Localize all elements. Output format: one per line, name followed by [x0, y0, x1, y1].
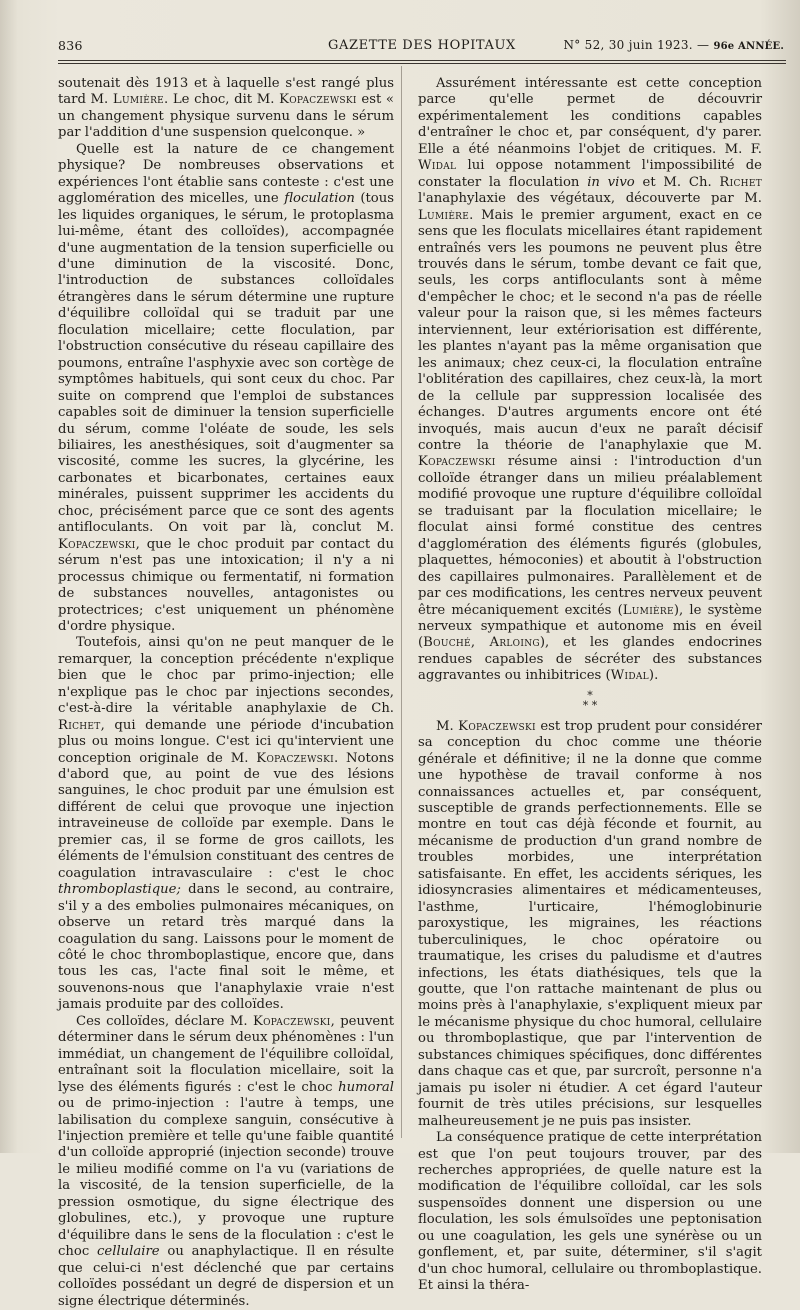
text-run: résume ainsi : l'introduction d'un colloïde étranger dans un milieu préalablement modifié provoque une rupture d'équilibre colloïdal se traduisant par la floculation micellaire; le floculat ainsi formé constitue des centres d'agglomération des éléments figurés (globules, plaquettes, hémoconies) et aboutit à l'obstruction des capillaires pulmonaires. Parallèlement et de par ces modifications, les centres nerveux peuvent être mécaniquement excités (	[418, 454, 762, 618]
page-number: 836	[58, 38, 83, 53]
text-run: . Notons d'abord que, au point de vue des lésions sanguines, le choc produit par une émulsion est différent de celui que provoque une injection intraveineuse de colloïde par exemple. Dans le premier cas, il se forme de gros caillots, les éléments de l'émulsion constituant des centres de coagulation intravasculaire : c'est le choc	[58, 750, 394, 881]
journal-title: GAZETTE DES HOPITAUX	[328, 38, 516, 53]
text-run: Assurément intéressante est cette conception parce qu'elle permet de découvrir expérimentalement les conditions capables d'entraîner le choc et, par conséquent, d'y parer. Elle a été néanmoins l'objet de critiques. M. F.	[418, 76, 762, 157]
text-run: (tous les liquides organiques, le sérum, le protoplasma lui-même, étant des colloïdes), accompagnée d'une augmentation de la tension superficielle ou d'une diminution de la viscosité. Donc, l'introduction de substances colloïdales étrangères dans le sérum détermine une rupture d'équilibre colloïdal qui se traduit par une floculation micellaire; cette floculation, par l'obstruction consécutive du réseau capillaire des poumons, entraîne l'asphyxie avec son cortège de symptômes habituels, qui sont ceux du choc. Par suite on comprend que l'emploi de substances capables soit de diminuer la tension superficielle du sérum, comme l'oléate de soude, les sels biliaires, les anesthésiques, soit d'augmenter sa viscosité, comme les sucres, la glycérine, les carbonates et bicarbonates, certaines eaux minérales, puissent supprimer les accidents du choc, précisément parce que ce sont des agents antifloculants. On voit par là, conclut M.	[58, 191, 394, 536]
paragraph	[58, 635, 394, 1013]
text-run: Toutefois, ainsi qu'on ne peut manquer de le remarquer, la conception précédente n'explique bien que le choc par primo-injection; elle n'explique pas le choc par injections secondes, c'est-à-dire la véritable anaphylaxie de Ch.	[58, 635, 394, 717]
text-run: . Le choc, dit M.	[164, 92, 280, 108]
author-name: Kopaczewski	[58, 536, 136, 552]
header-rule-top	[58, 60, 786, 61]
text-run: , que le choc produit par contact du sérum n'est pas une intoxication; il n'y a ni processus chimique ou fermentatif, ni formation de substances nouvelles, antagonistes ou protectrices; c'est uniquement un phénomène d'ordre physique.	[58, 536, 394, 634]
text-run: lui oppose notamment l'impossibilité de constater la floculation	[418, 158, 762, 190]
text-run: La conséquence pratique de cette interprétation est que l'on peut toujours trouver, par des recherches appropriées, de quelle nature est la modification de l'équilibre colloïdal, car les sols suspensoïdes donnent une dispersion ou une floculation, les sols émulsoïdes une peptonisation ou une coagulation, les gels une synérèse ou un gonflement, et, par suite, déterminer, s'il s'agit d'un choc humoral, cellulaire ou thromboplastique. Et ainsi la théra-	[418, 1130, 762, 1294]
text-run: soutenait dès 1913 et à laquelle s'est rangé plus tard M.	[58, 76, 394, 108]
author-name: Richet	[719, 174, 762, 190]
page-header	[58, 38, 784, 60]
paragraph	[418, 76, 762, 685]
emphasis-text: humoral	[338, 1079, 394, 1095]
paragraph	[58, 76, 394, 142]
text-run: ou de primo-injection : l'autre à temps, une labilisation du complexe sanguin, consécutive à l'injection première et telle qu'une faible quantité d'un colloïde approprié (injection seconde) trouve le milieu modifié comme on l'a vu (variations de la viscosité, de la tension superficielle, de la pression osmotique, du signe électrique des globulines, etc.), y provoque une rupture d'équilibre dans le sens de la floculation : c'est le choc	[58, 1096, 394, 1260]
emphasis-text: floculation	[284, 191, 355, 207]
text-run: ou anaphylactique. Il en résulte que celui-ci n'est déclenché que par certains colloïdes possédant un degré de dispersion et un signe électrique déterminés.	[58, 1244, 394, 1309]
issue-info	[563, 38, 784, 52]
text-run: , peuvent déterminer dans le sérum deux phénomènes : l'un immédiat, un changement de l'équilibre colloïdal, entraînant soit la floculation micellaire, soit la lyse des éléments figurés : c'est le choc	[58, 1013, 394, 1095]
issue-date: N° 52, 30 juin 1923. —	[563, 38, 710, 52]
text-run: M.	[436, 718, 459, 734]
author-name: Bouché, Arloing	[423, 635, 540, 651]
text-run: ).	[648, 668, 659, 684]
text-run: ), et les glandes endocrines rendues capables de sécréter des substances aggravantes ou inhibitrices (	[418, 635, 762, 684]
emphasis-text: thromboplastique;	[58, 882, 181, 898]
column-divider	[401, 66, 402, 1138]
author-name: Lumière	[418, 207, 470, 223]
paragraph	[418, 1130, 762, 1295]
emphasis-text: in vivo	[587, 174, 635, 190]
right-column-part-b	[418, 719, 762, 1295]
separator-star-bottom: * *	[582, 698, 598, 712]
paragraph	[58, 142, 394, 636]
author-name: Richet	[58, 717, 101, 733]
text-run: l'anaphylaxie des végétaux, découverte par M.	[418, 191, 762, 207]
author-name: Lumière	[622, 602, 674, 618]
text-run: et M. Ch.	[634, 174, 720, 190]
year-ordinal: 96e ANNÉE.	[713, 41, 784, 52]
text-run: est « un changement physique survenu dans le sérum par l'addition d'une suspension quelconque. »	[58, 92, 394, 141]
right-column	[418, 76, 762, 1294]
author-name: Kopaczewski	[418, 454, 496, 470]
left-column	[58, 76, 394, 1309]
author-name: Kopaczewski	[252, 1013, 331, 1029]
paragraph	[58, 1014, 394, 1310]
text-run: ), le système nerveux sympathique et autonome mis en éveil (	[418, 602, 762, 651]
text-run: , qui demande une période d'incubation plus ou moins longue. C'est ici qu'intervient une conception originale de M.	[58, 717, 394, 766]
text-run: . Mais le premier argument, exact en ce sens que les floculats micellaires étant rapidement entraînés vers les poumons ne peuvent plus être trouvés dans le sérum, tombe devant ce fait que, seuls, les corps antifloculants sont à même d'empêcher le choc; et le second n'a pas de réelle valeur pour la raison que, si les mêmes facteurs interviennent, leur extériorisation est différente, les plantes n'ayant pas la même organisation que les animaux; chez ceux-ci, la floculation entraîne l'oblitération des capillaires, chez ceux-là, la mort de la cellule par suppression localisée des échanges. D'autres arguments encore ont été invoqués, mais aucun d'eux ne paraît décisif contre la théorie de l'anaphylaxie que M.	[418, 207, 762, 453]
text-run: Ces colloïdes, déclare M.	[76, 1013, 253, 1029]
emphasis-text: cellulaire	[97, 1244, 160, 1260]
author-name: Kopaczewski	[256, 750, 334, 766]
text-run: est trop prudent pour considérer sa conception du choc comme une théorie générale et définitive; il ne la donne que comme une hypothèse de travail conforme à nos connaissances actuelles et, par conséquent, susceptible de grands perfectionnements. Elle se montre en tout cas déjà féconde et fournit, au mécanisme de production d'un grand nombre de troubles morbides, une interprétation satisfaisante. En effet, les accidents sériques, les idiosyncrasies alimentaires et médicamenteuses, l'asthme, l'urticaire, l'hémoglobinurie paroxystique, les migraines, les réactions tuberculiniques, le choc opératoire ou traumatique, les crises du paludisme et d'autres infections, les états diathésiques, tels que la goutte, que l'on rattache maintenant de plus ou moins près à l'anaphylaxie, s'expliquent mieux par le mécanisme physique du choc humoral, cellulaire ou thromboplastique, que par l'intervention de substances chimiques spécifiques, donc différentes dans chaque cas et que, par surcroît, personne n'a jamais pu isoler ni étudier. A cet égard l'auteur fournit de très utiles précisions, sur lesquelles malheureusement je ne puis pas insister.	[418, 718, 762, 1129]
right-column-part-a	[418, 76, 762, 685]
author-name: Widal	[418, 158, 457, 174]
text-run: Quelle est la nature de ce changement physique? De nombreuses observations et expériences l'ont établie sans conteste : c'est une agglomération des micelles, une	[58, 141, 394, 207]
header-rule-bottom	[58, 63, 786, 64]
author-name: Kopaczewski	[279, 92, 357, 108]
separator-star-top: *	[587, 688, 593, 702]
author-name: Widal	[610, 668, 649, 684]
author-name: Lumière	[112, 92, 165, 108]
paragraph	[418, 719, 762, 1130]
text-run: dans le second, au contraire, s'il y a des embolies pulmonaires mécaniques, on observe un retard très marqué dans la coagulation du sang. Laissons pour le moment de côté le choc thromboplastique, encore que, dans tous les cas, l'acte final soit le même, et souvenons-nous que l'anaphylaxie vraie n'est jamais produite par des colloïdes.	[58, 882, 394, 1013]
author-name: Kopaczewski	[458, 718, 536, 734]
section-separator	[418, 688, 762, 712]
